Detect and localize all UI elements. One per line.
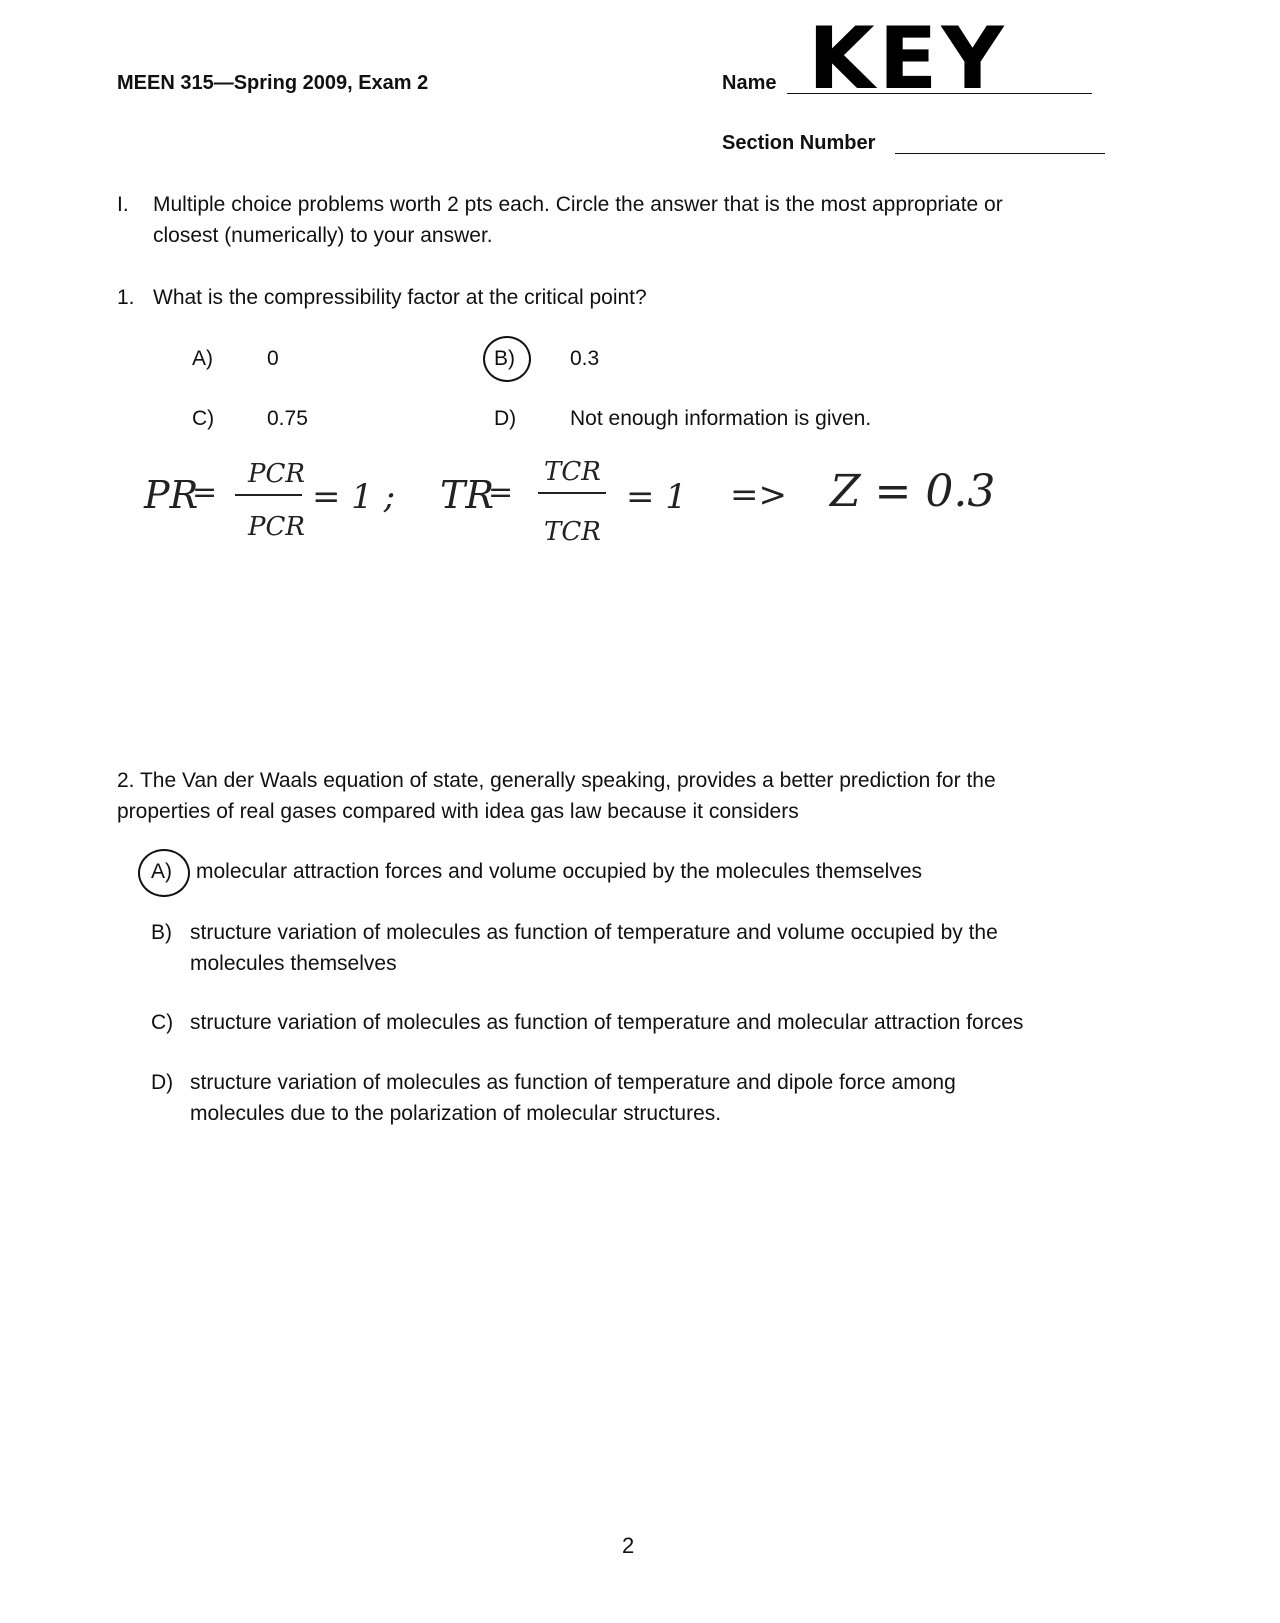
q1-option-b-value: 0.3 xyxy=(570,347,600,370)
q1-handwritten-work xyxy=(130,440,1050,580)
hw-pr-denominator: PCR xyxy=(248,512,305,542)
course-title: MEEN 315—Spring 2009, Exam 2 xyxy=(117,72,429,94)
q2-text-line-2: properties of real gases compared with idea gas law because it considers xyxy=(117,800,799,823)
hw-tr-numerator: TCR xyxy=(544,457,601,487)
hw-tr: TR xyxy=(440,473,494,517)
q2-option-c-text: structure variation of molecules as function of temperature and molecular attraction forces xyxy=(190,1011,1024,1034)
q2-option-b-text-line-1: structure variation of molecules as function of temperature and volume occupied by the xyxy=(190,921,998,944)
hw-implies: => xyxy=(730,475,787,515)
section-roman-numeral: I. xyxy=(117,193,129,216)
q1-option-c-value: 0.75 xyxy=(267,407,308,430)
hw-pr-numerator: PCR xyxy=(248,459,305,489)
q2-option-b-text-line-2: molecules themselves xyxy=(190,952,397,975)
hw-pr: PR xyxy=(144,473,199,517)
name-handwritten-value: KEY xyxy=(808,9,1008,109)
q2-option-d-text-line-1: structure variation of molecules as function of temperature and dipole force among xyxy=(190,1071,956,1094)
q2-option-d-text-line-2: molecules due to the polarization of molecular structures. xyxy=(190,1102,722,1125)
q1-option-a-label: A) xyxy=(192,347,213,370)
q1-option-c-label: C) xyxy=(192,407,215,430)
q2-option-a-text: molecular attraction forces and volume occupied by the molecules themselves xyxy=(196,860,923,883)
q2-option-c-label: C) xyxy=(151,1011,174,1034)
svg-text:=: = xyxy=(488,475,514,510)
section-number-underline xyxy=(895,153,1105,154)
q2-text-line-1: 2. The Van der Waals equation of state, generally speaking, provides a better prediction for the xyxy=(117,769,996,792)
q2-option-a-label: A) xyxy=(151,860,172,883)
q2-option-d-label: D) xyxy=(151,1071,174,1094)
q1-option-d-value: Not enough information is given. xyxy=(570,407,872,430)
hw-tr-result: = 1 xyxy=(626,477,687,517)
q1-number: 1. xyxy=(117,286,135,309)
instructions-line-2: closest (numerically) to your answer. xyxy=(153,224,493,247)
hw-z-result: Z = 0.3 xyxy=(830,466,996,517)
q2-option-b-label: B) xyxy=(151,921,172,944)
q1-option-b-label: B) xyxy=(494,347,515,370)
instructions-line-1: Multiple choice problems worth 2 pts each. Circle the answer that is the most appropriate or xyxy=(153,193,1003,216)
q1-option-d-label: D) xyxy=(494,407,517,430)
name-label: Name xyxy=(722,72,777,94)
svg-text:=: = xyxy=(192,475,218,510)
hw-tr-denominator: TCR xyxy=(544,517,601,547)
page-number: 2 xyxy=(622,1533,635,1558)
hw-pr-result: = 1 ; xyxy=(312,477,396,517)
section-number-label: Section Number xyxy=(722,132,876,154)
q1-text: What is the compressibility factor at the critical point? xyxy=(153,286,647,309)
q1-option-a-value: 0 xyxy=(267,347,279,370)
